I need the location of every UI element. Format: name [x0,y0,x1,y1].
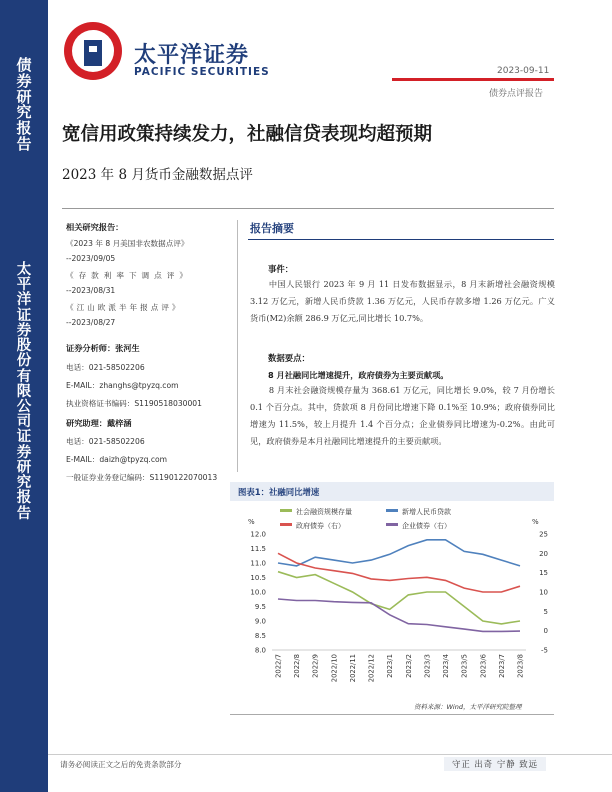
social-financing-growth-chart [236,504,552,698]
x-tick-label: 2023/1 [386,654,395,678]
right-tick-label: -5 [541,646,548,655]
left-tick-label: 10.0 [250,588,266,597]
legend-label: 新增人民币贷款 [402,508,451,516]
related-report-date: --2023/08/31 [66,286,116,295]
assistant-name: 研究助理：戴梓涵 [66,418,132,428]
sidebar-char: 证 [16,428,32,446]
sidebar-char: 份 [16,352,32,370]
x-tick-label: 2022/10 [330,654,339,683]
report-date: 2023-09-11 [497,66,550,76]
figure-title: 图表1：社融同比增速 [238,487,320,497]
analyst-name: 证券分析师：张河生 [66,343,140,353]
analyst-cert: 执业资格证书编码：S1190518030001 [66,399,202,408]
legend-label: 政府债券（右） [296,522,345,530]
related-report-item[interactable]: 《2023 年 8 月美国非农数据点评》 [66,239,189,248]
legend-label: 社会融资规模存量 [296,508,352,516]
legend-swatch [280,509,292,512]
left-tick-label: 8.0 [254,646,266,655]
page-title: 宽信用政策持续发力，社融信贷表现均超预期 [62,124,433,145]
sidebar-char: 券 [16,71,32,90]
x-tick-label: 2022/11 [348,654,357,683]
sidebar-char: 证 [16,306,32,324]
right-tick-label: 20 [539,549,548,558]
analyst-phone: 电话：021-58502206 [66,363,145,372]
column-divider [237,220,238,472]
x-tick-label: 2022/7 [274,654,283,678]
x-tick-label: 2023/4 [442,654,451,678]
brand-name-en: PACIFIC SECURITIES [134,66,270,78]
right-tick-label: 10 [539,588,548,597]
x-tick-label: 2023/8 [516,654,525,678]
x-tick-label: 2023/3 [423,654,432,678]
sidebar-char: 究 [16,474,32,492]
left-tick-label: 8.5 [254,632,266,640]
left-axis-unit: % [248,518,255,526]
figure-source: 资料来源：Wind，太平洋研究院整理 [414,703,522,711]
legend-swatch [386,523,398,526]
sidebar-char: 研 [16,87,32,106]
assistant-phone: 电话：021-58502206 [66,437,145,446]
x-tick-label: 2023/7 [497,654,506,678]
brand-name-cn: 太平洋证券 [134,43,250,68]
left-tick-label: 9.0 [254,617,266,626]
header-accent-line [392,78,554,81]
sidebar-char: 告 [16,134,32,153]
left-tick-label: 10.5 [250,574,266,582]
points-heading: 数据要点： [268,353,310,363]
sidebar-char: 限 [16,382,32,400]
sidebar-char: 洋 [16,291,32,309]
footer-disclaimer: 请务必阅读正文之后的免责条款部分 [60,760,182,769]
legend-label: 企业债券（右） [402,522,451,530]
left-tick-label: 11.5 [250,545,266,553]
left-tick-label: 9.5 [254,603,266,611]
legend-swatch [386,509,398,512]
pacific-securities-logo [62,20,124,82]
sidebar-char: 研 [16,458,32,476]
sidebar-char: 有 [16,367,32,385]
legend-swatch [280,523,292,526]
analyst-email[interactable]: E-MAIL：zhanghs@tpyzq.com [66,381,179,390]
footer-divider [48,754,612,755]
x-tick-label: 2023/5 [460,654,469,678]
sidebar-char: 平 [16,276,32,294]
assistant-email[interactable]: E-MAIL：daizh@tpyzq.com [66,455,168,464]
page-subtitle: 2023 年 8 月货币金融数据点评 [62,167,253,183]
x-tick-label: 2022/12 [367,654,376,683]
event-text: 中国人民银行 2023 年 9 月 11 日发布数据显示，8 月末新增社会融资规模 3.12 万亿元，新增人民币贷款 1.36 万亿元，人民币存款多增 1.26 万亿元。广义货币(M2)余额 286.9 万亿元,同比增长 10.7%。 [250,279,555,323]
footer-motto: 守正 出奇 宁静 致远 [444,757,546,771]
title-divider [62,208,554,209]
figure-bottom-rule [230,714,554,715]
right-tick-label: 15 [539,569,548,578]
sidebar-char: 太 [16,261,32,278]
sidebar-label-bottom [0,262,48,521]
related-report-date: --2023/09/05 [66,254,116,263]
x-tick-label: 2022/8 [293,654,302,678]
point1-text: 8 月末社会融资规模存量为 368.61 万亿元，同比增长 9.0%，较 7 月份增长 0.1 个百分点。其中，贷款项 8 月份同比增速下降 0.1%至 10.9%；政府债券同比增速为 11.5%，较上月提升 1.4 个百分点；企业债券同比增速为-0.2%。由此可见，政府债券是本月社融同比增速提升的主要贡献项。 [250,385,555,446]
sidebar-label-top [0,58,48,153]
right-axis-unit: % [532,518,539,526]
sidebar-char: 报 [16,489,32,507]
series-line-1 [278,540,520,566]
x-tick-label: 2023/6 [479,654,488,678]
sidebar-char: 债 [16,56,32,74]
left-tick-label: 12.0 [250,530,266,539]
summary-divider [248,239,554,240]
related-report-item[interactable]: 《江山欧派半年报点评》 [66,303,183,312]
related-report-item[interactable]: 《存款利率下调点评》 [66,271,192,280]
right-tick-label: 0 [543,627,548,636]
assistant-cert: 一般证券业务登记编码：S1190122070013 [66,473,218,482]
point1-heading: 8 月社融同比增速提升，政府债券为主要贡献项。 [268,370,449,380]
summary-heading: 报告摘要 [250,222,294,235]
x-tick-label: 2023/2 [404,654,413,678]
sidebar-char: 报 [16,119,32,137]
right-tick-label: 25 [539,530,548,539]
related-report-date: --2023/08/27 [66,318,116,327]
right-tick-label: 5 [543,607,548,616]
sidebar-char: 究 [16,103,32,122]
event-heading: 事件： [268,264,294,274]
sidebar-char: 告 [16,504,32,522]
left-tick-label: 11.0 [250,559,266,568]
report-type: 债券点评报告 [489,89,544,99]
sidebar-char: 券 [16,321,32,339]
x-tick-label: 2022/9 [311,654,320,678]
series-line-3 [278,599,520,631]
series-line-2 [278,553,520,592]
sidebar-char: 公 [16,397,32,415]
related-reports-heading: 相关研究报告： [66,222,124,232]
sidebar-char: 司 [16,413,32,431]
sidebar-char: 股 [16,337,32,355]
sidebar-char: 券 [16,443,32,461]
